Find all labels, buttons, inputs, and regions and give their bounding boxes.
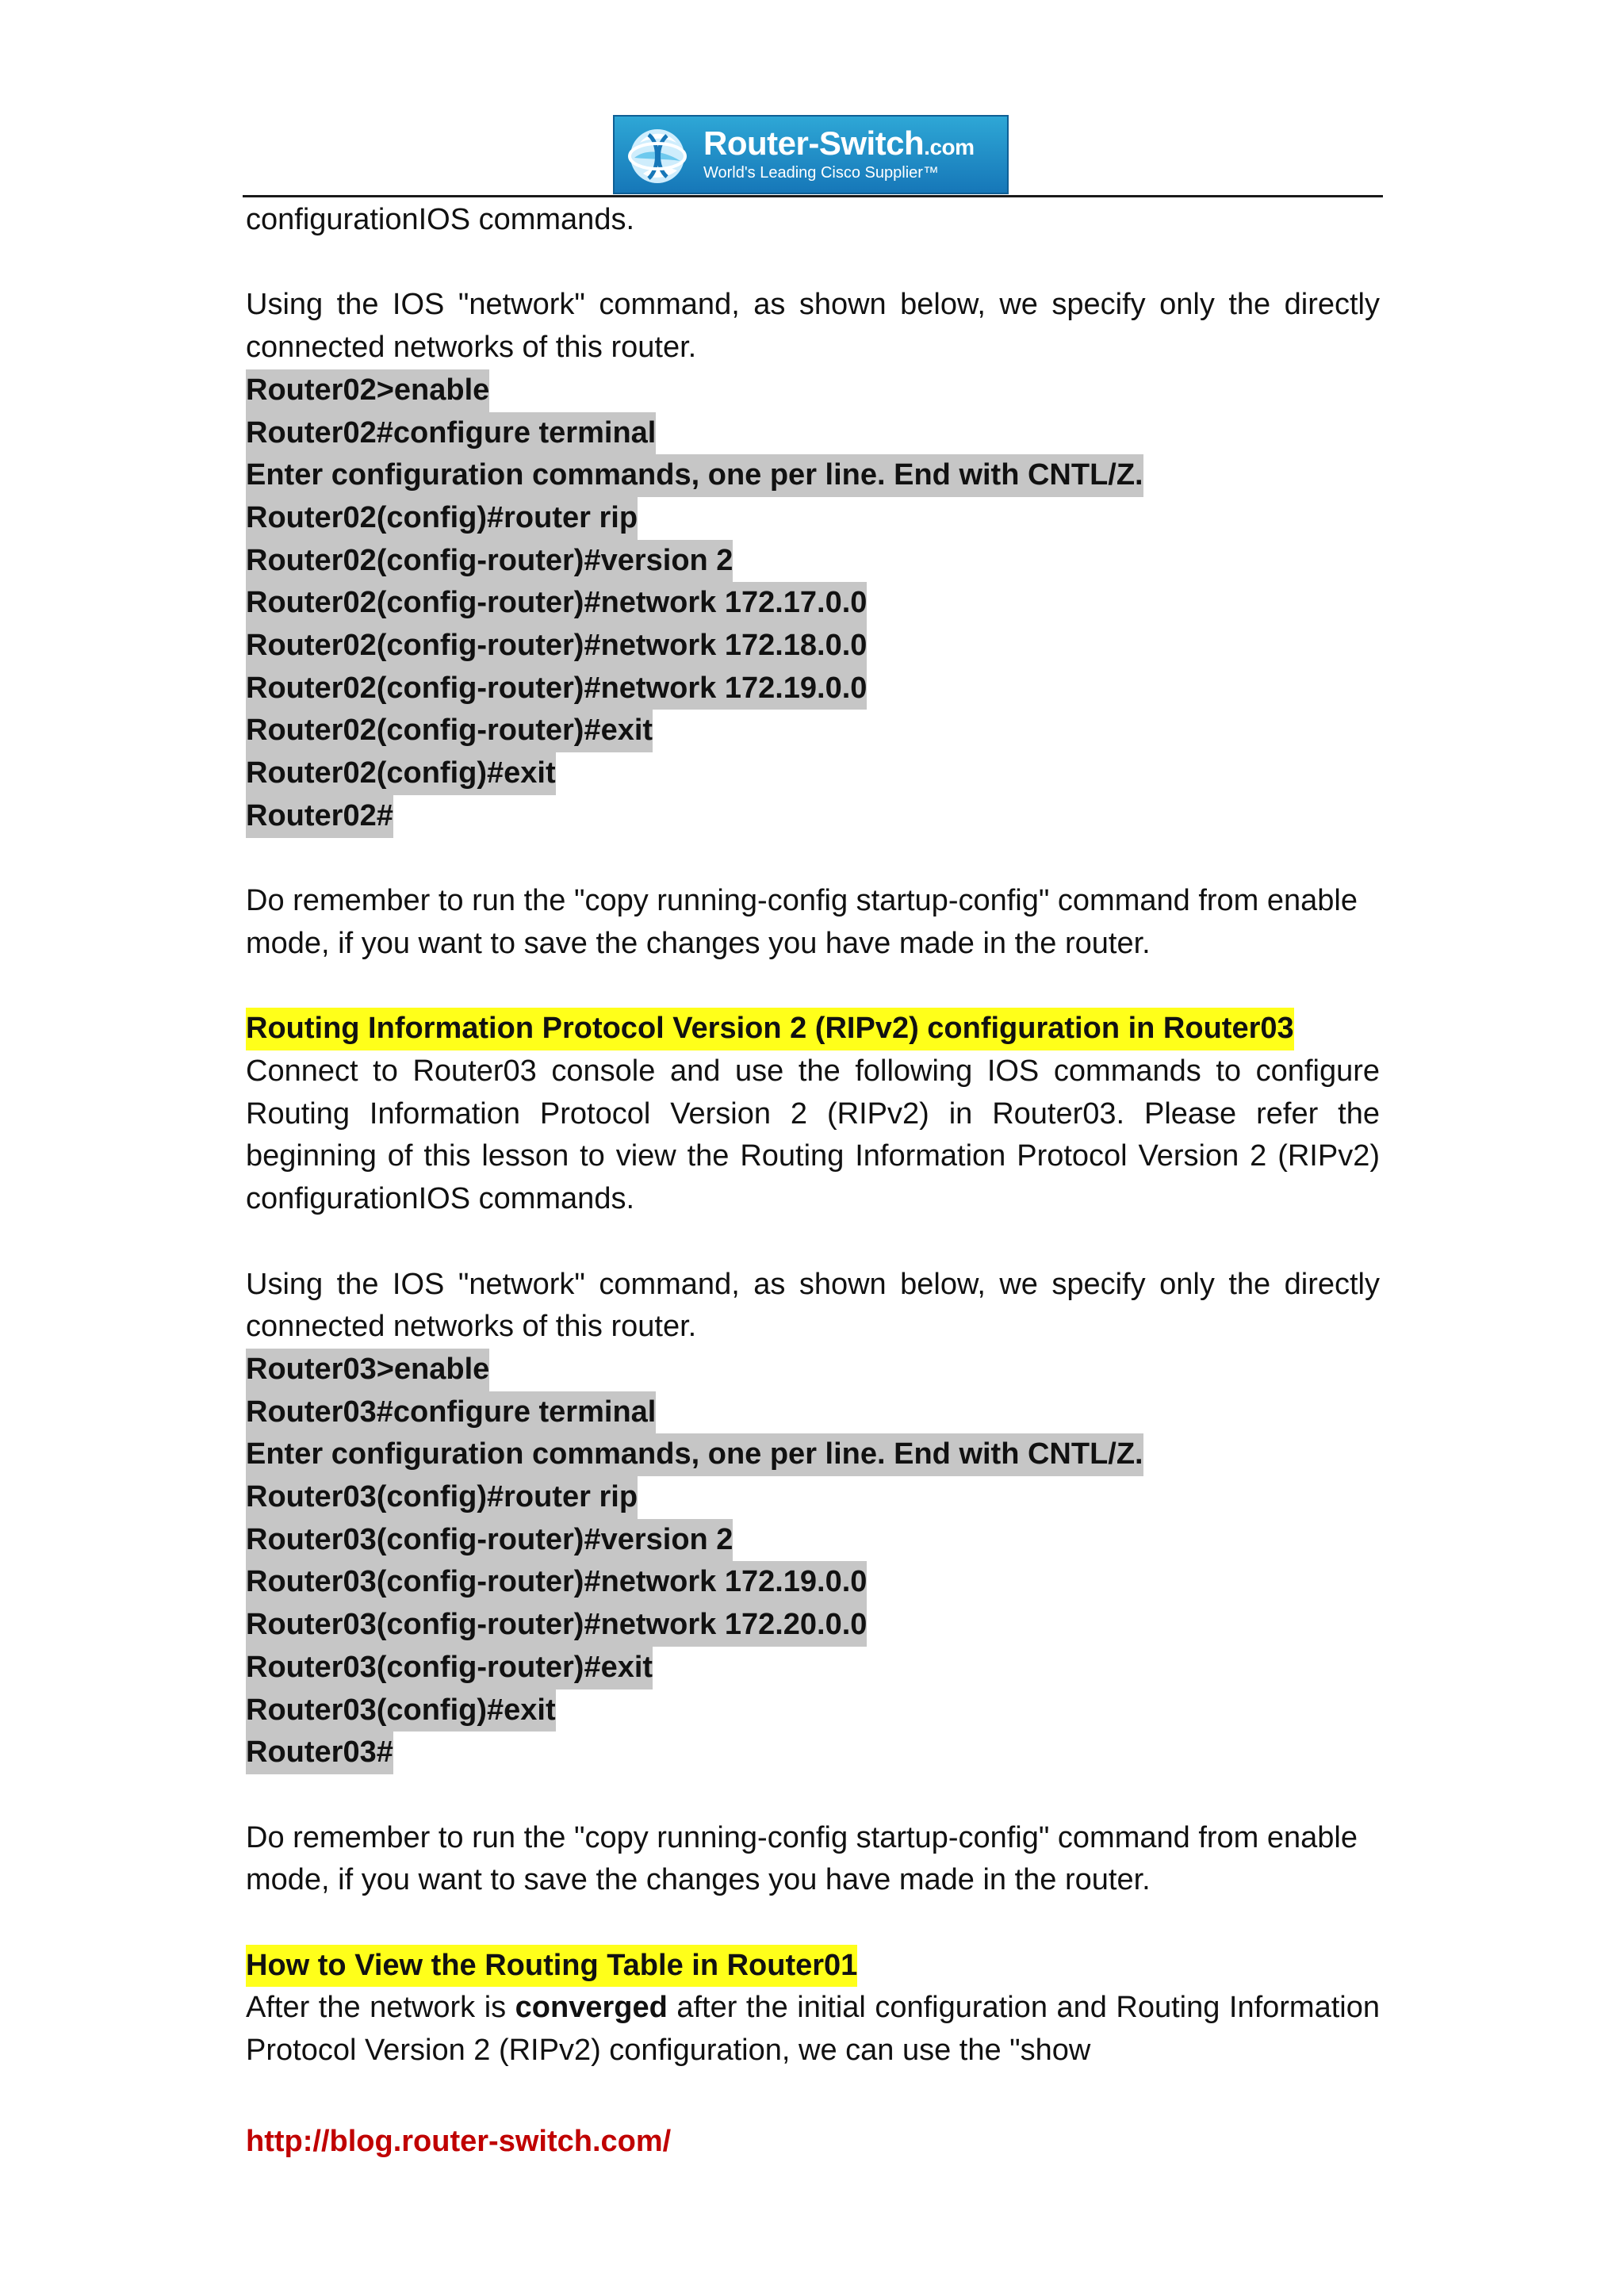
paragraph-gap [246,1902,1380,1945]
logo-domain: .com [924,135,975,159]
router02-command-line: Router02(config-router)#network 172.17.0.0 [246,582,867,625]
intro-tail: configurationIOS commands. [246,203,635,236]
router03-command-line: Router03#configure terminal [246,1391,656,1434]
page-header [0,0,1624,198]
save-note-router03: Do remember to run the "copy running-config startup-config" command from enable mode, if you want to save the changes you have made in the router. [246,1820,1358,1897]
router03-command-line: Router03(config)#router rip [246,1476,638,1519]
routing-table-intro-after: after the initial configuration and Routing Information Protocol Version 2 (RIPv2) configuration, we can use the "show [246,1991,1380,2068]
router02-command-line: Router02# [246,795,393,838]
paragraph-gap [246,966,1380,1008]
router02-command-line: Router02(config-router)#exit [246,710,653,752]
logo-tagline: World's Leading Cisco Supplier™ [703,164,939,182]
router02-command-block [246,369,1380,838]
router02-command-line: Enter configuration commands, one per line. End with CNTL/Z. [246,454,1143,497]
router03-intro: Connect to Router03 console and use the following IOS commands to configure Routing Information Protocol Version 2 (RIPv2) in Router03. Please refer the beginning of this lesson to view the Routing Information Protocol Version 2 (RIPv2) configurationIOS commands. [246,1054,1380,1216]
router02-command-line: Router02(config)#router rip [246,497,638,540]
router02-network-note: Using the IOS "network" command, as shown below, we specify only the directly connected networks of this router. [246,288,1380,365]
save-note-router02: Do remember to run the "copy running-config startup-config" command from enable mode, if you want to save the changes you have made in the router. [246,884,1358,960]
paragraph-gap [246,1221,1380,1264]
routing-table-intro [246,1987,1380,2072]
router02-command-line: Router02(config-router)#network 172.19.0.0 [246,668,867,710]
header-divider [243,195,1383,197]
router03-command-line: Router03(config-router)#network 172.20.0.0 [246,1604,867,1647]
document-body [246,199,1380,2072]
router03-network-note: Using the IOS "network" command, as shown below, we specify only the directly connected networks of this router. [246,1267,1380,1344]
router03-command-line: Router03(config)#exit [246,1689,556,1732]
routing-table-intro-before: After the network is [246,1991,515,2025]
router03-command-block [246,1349,1380,1774]
router02-command-line: Router02(config-router)#network 172.18.0.0 [246,625,867,668]
logo-name: Router-Switch [703,124,925,162]
blog-footer-link[interactable]: http://blog.router-switch.com/ [246,2125,672,2158]
paragraph-gap [246,838,1380,881]
paragraph-gap [246,1774,1380,1817]
router02-command-line: Router02(config-router)#version 2 [246,540,733,583]
router-switch-globe-icon [624,123,691,189]
paragraph-gap [246,242,1380,285]
router03-command-line: Router03# [246,1732,393,1774]
logo-title [703,124,975,166]
router02-command-line: Router02#configure terminal [246,412,656,455]
router03-command-line: Router03(config-router)#network 172.19.0.0 [246,1561,867,1604]
router03-command-line: Router03(config-router)#version 2 [246,1519,733,1562]
routing-table-heading: How to View the Routing Table in Router01 [246,1945,857,1988]
router02-command-line: Router02>enable [246,369,489,412]
converged-term: converged [515,1991,668,2025]
router-switch-logo[interactable] [613,115,1009,194]
router03-command-line: Router03(config-router)#exit [246,1647,653,1689]
router02-command-line: Router02(config)#exit [246,752,556,795]
router03-command-line: Router03>enable [246,1349,489,1391]
router03-section-heading: Routing Information Protocol Version 2 (RIPv2) configuration in Router03 [246,1008,1294,1050]
router03-command-line: Enter configuration commands, one per line. End with CNTL/Z. [246,1433,1143,1476]
